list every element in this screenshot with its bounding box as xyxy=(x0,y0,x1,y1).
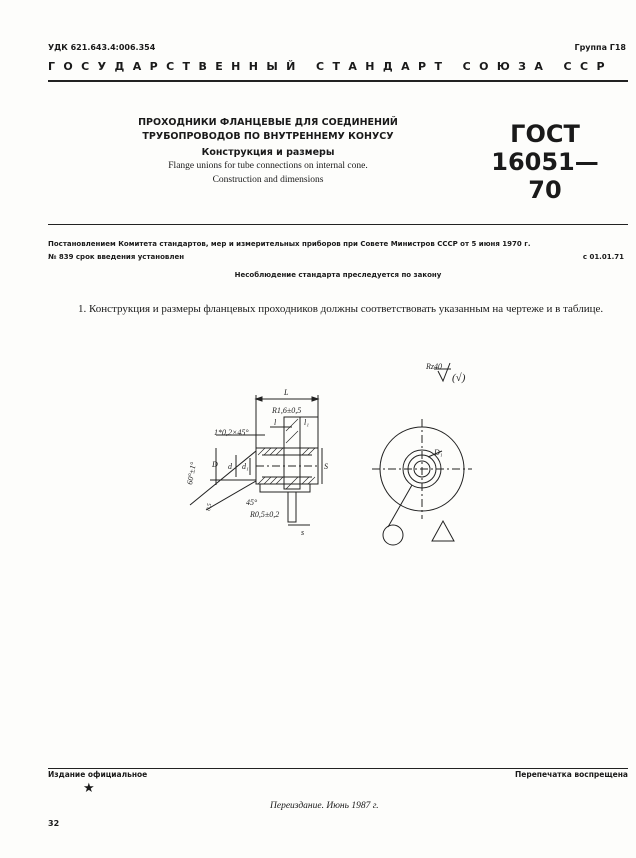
page-number: 32 xyxy=(48,819,60,828)
decree-text xyxy=(48,238,628,264)
decree-line2: № 839 срок введения установлен xyxy=(48,253,185,261)
title-en-line2: Construction and dimensions xyxy=(212,175,324,185)
angle-45: 45° xyxy=(246,498,258,507)
gost-code: 16051—70 xyxy=(491,148,599,204)
title-en-line1: Flange unions for tube connections on internal cone. xyxy=(168,161,368,171)
star-icon: ★ xyxy=(83,781,95,796)
title-ru-line2: ТРУБОПРОВОДОВ ПО ВНУТРЕННЕМУ КОНУСУ xyxy=(142,131,394,142)
dim-l: l xyxy=(274,418,277,427)
circle-symbol xyxy=(383,525,403,545)
roughness-suffix: (√) xyxy=(452,372,466,384)
reprint-prohibited: Перепечатка воспрещена xyxy=(514,770,628,779)
header-rule xyxy=(48,80,628,82)
footer-rule xyxy=(48,768,628,769)
paragraph-1: 1. Конструкция и размеры фланцевых проходников должны соответствовать указанным на чертеже и в таблице. xyxy=(78,303,604,315)
dim-h: 0,5 xyxy=(206,502,214,512)
state-standard-banner: ГОСУДАРСТВЕННЫЙ СТАНДАРТ СОЮЗА ССР xyxy=(48,60,613,73)
flange-section xyxy=(284,417,300,489)
udk-code: УДК 621.643.4:006.354 xyxy=(48,43,156,52)
roughness-label: Rz40 xyxy=(426,362,442,371)
title-rule xyxy=(48,224,628,225)
dim-s: s xyxy=(301,528,305,537)
technical-drawing xyxy=(170,355,500,555)
dim-l1: l₁ xyxy=(304,418,310,427)
official-edition: Издание официальное xyxy=(48,770,148,779)
radius-top: R1,6±0,5 xyxy=(272,406,302,415)
dim-D1: D₁ xyxy=(434,448,443,457)
title-block xyxy=(118,116,418,186)
dim-D: D xyxy=(212,460,218,469)
gost-number xyxy=(480,120,610,204)
title-ru-line1: ПРОХОДНИКИ ФЛАНЦЕВЫЕ ДЛЯ СОЕДИНЕНИЙ xyxy=(138,117,398,128)
radius-bottom: R0,5±0,2 xyxy=(250,510,280,519)
gost-label: ГОСТ xyxy=(510,120,580,148)
dim-d1: d₁ xyxy=(242,462,249,471)
dim-L: L xyxy=(284,388,289,397)
dim-S: S xyxy=(324,462,328,471)
angle-cone: 60°±1° xyxy=(185,461,198,486)
legal-notice: Несоблюдение стандарта преследуется по закону xyxy=(234,271,442,279)
dim-d: d xyxy=(228,462,232,471)
subtitle-ru: Конструкция и размеры xyxy=(201,147,335,158)
decree-line1: Постановлением Комитета стандартов, мер и измерительных приборов при Совете Министров СССР от 5 июня 1970 г. xyxy=(48,240,531,248)
republished-note: Переиздание. Июнь 1987 г. xyxy=(270,801,379,811)
triangle-symbol xyxy=(432,521,454,541)
group-code: Группа Г18 xyxy=(574,43,626,52)
chamfer: 1*0,2×45° xyxy=(214,428,249,437)
effective-date: с 01.01.71 xyxy=(582,253,624,261)
